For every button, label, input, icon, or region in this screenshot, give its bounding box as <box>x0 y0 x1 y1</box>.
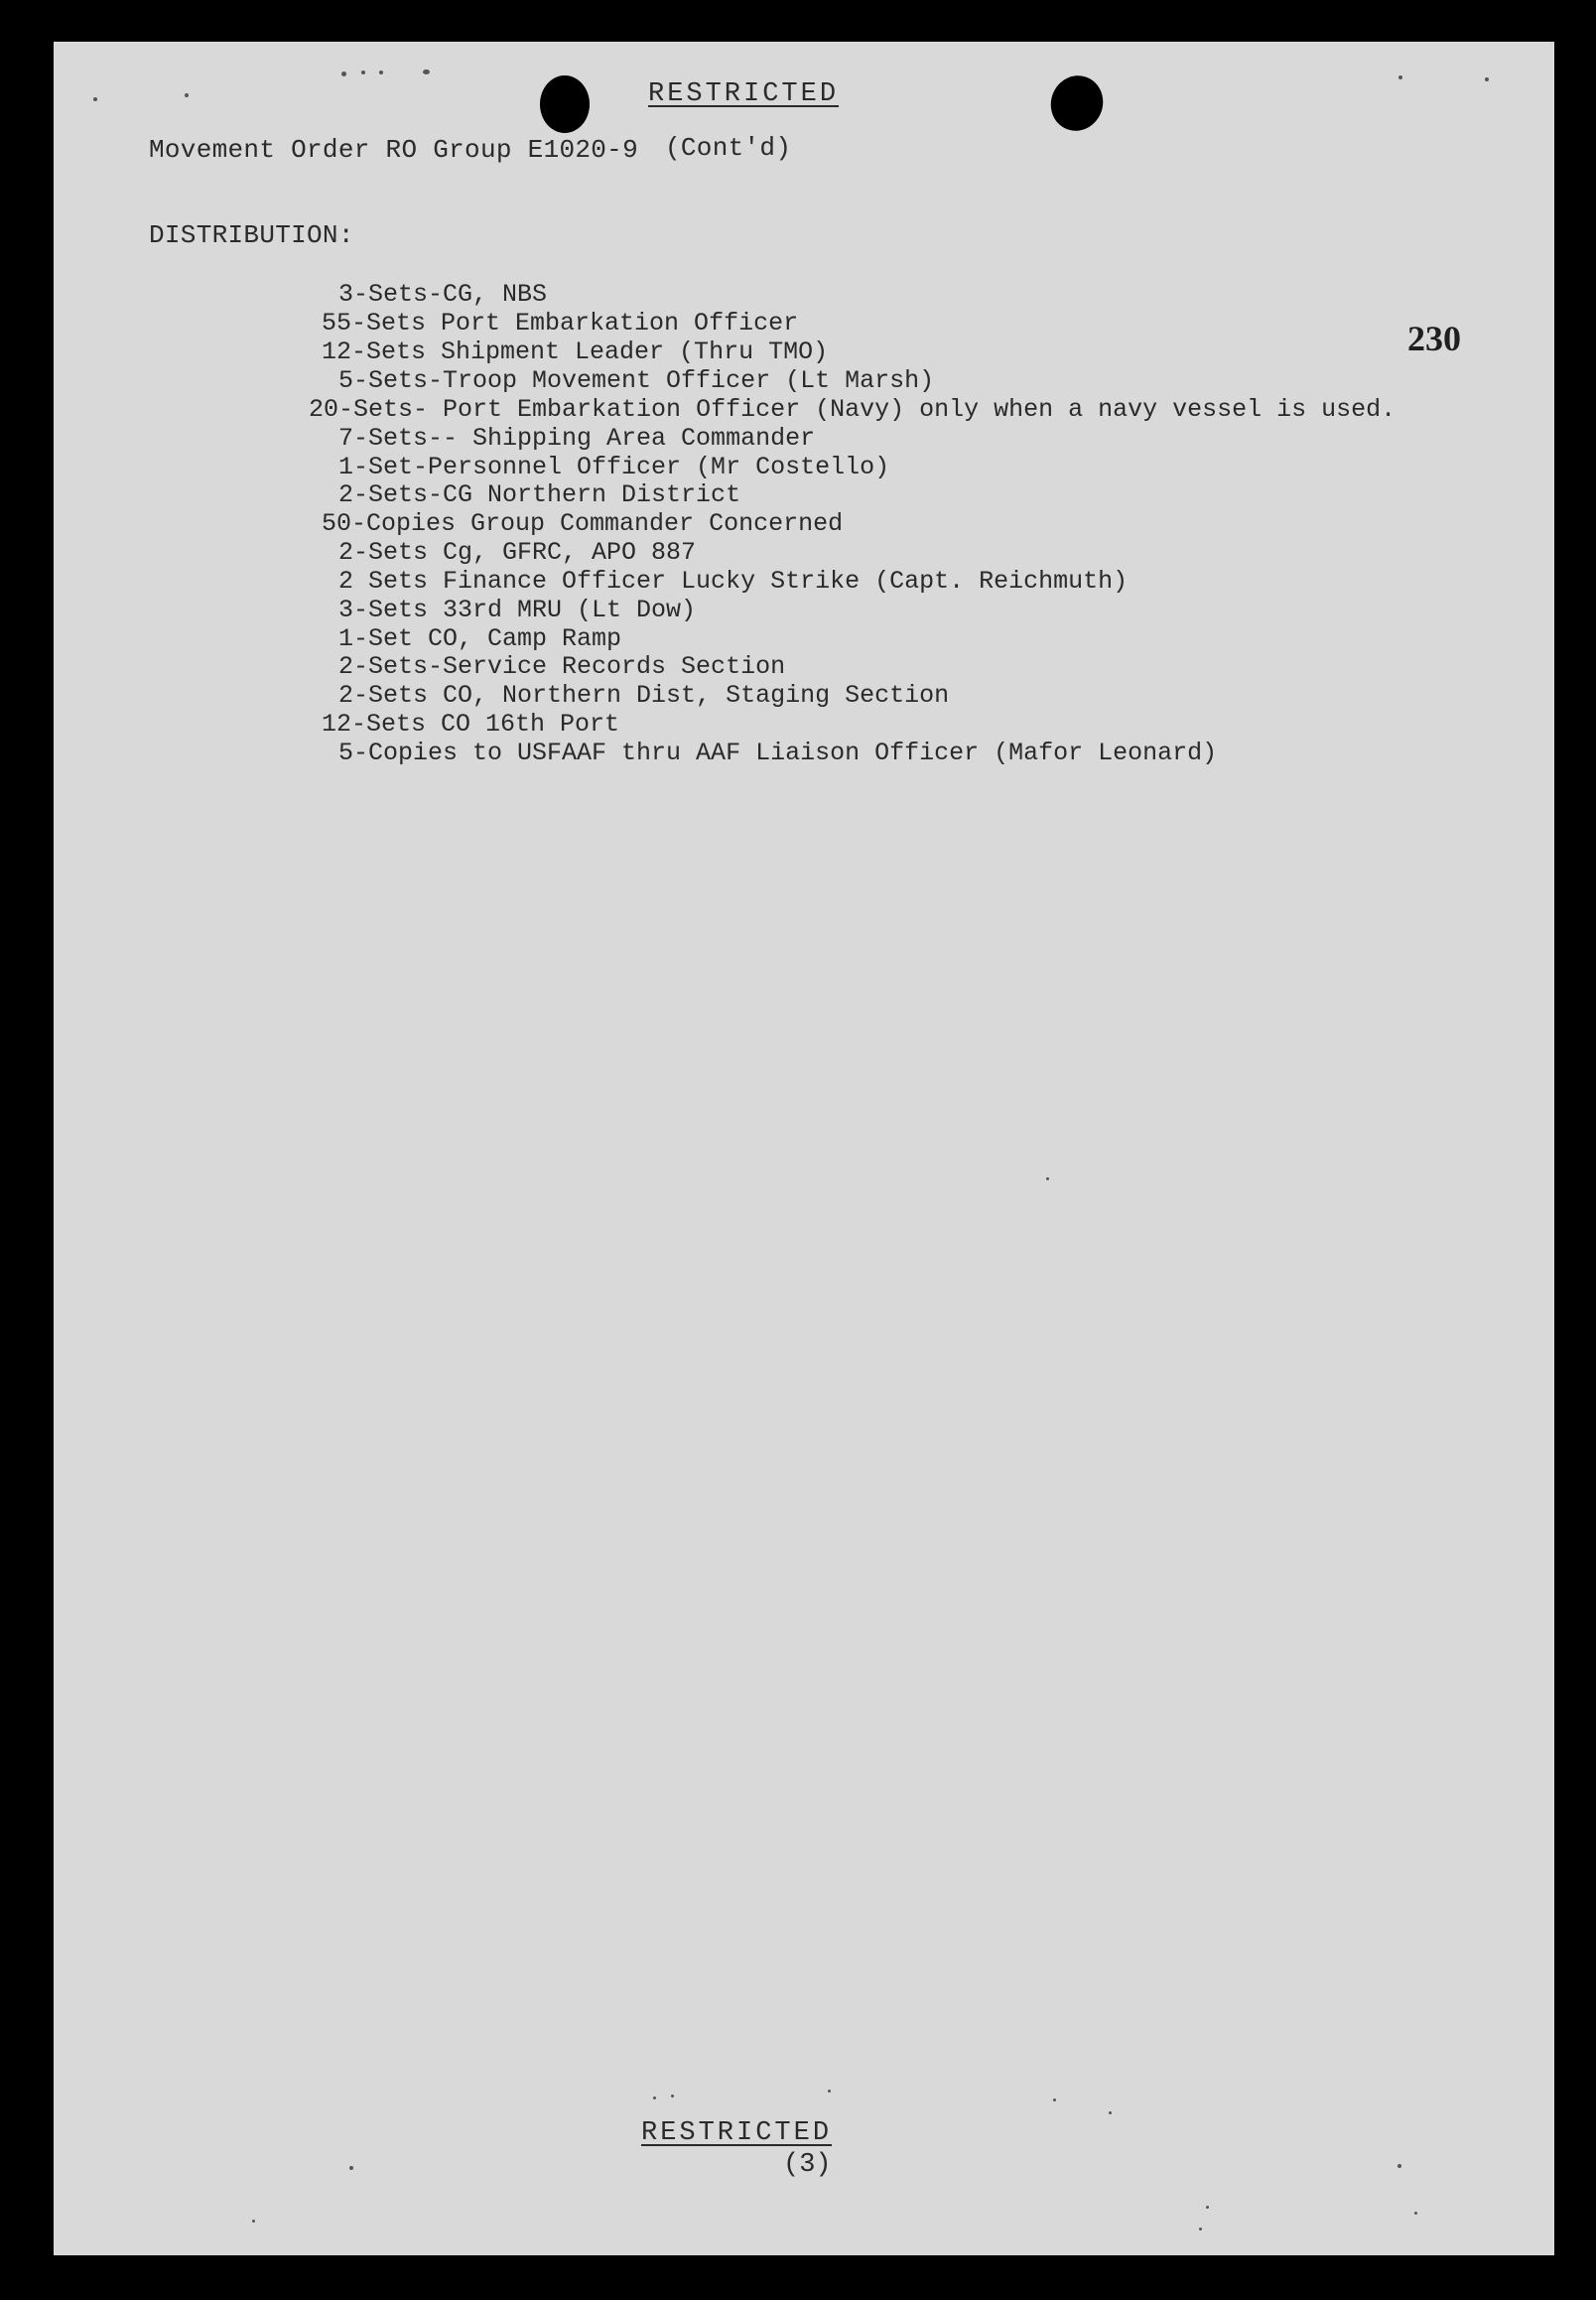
speck <box>1398 75 1402 79</box>
speck <box>1397 2164 1401 2168</box>
speck <box>93 97 97 101</box>
speck <box>1053 2098 1056 2101</box>
speck <box>252 2220 255 2223</box>
speck <box>653 2097 656 2099</box>
list-item: 2-Sets-Service Records Section <box>338 652 786 681</box>
header-classification: RESTRICTED <box>648 79 840 109</box>
footer-classification: RESTRICTED <box>641 2118 833 2148</box>
speck <box>341 71 346 76</box>
document-page <box>54 42 1554 2255</box>
list-item: 12-Sets CO 16th Port <box>322 710 620 739</box>
page-stamp-number: 230 <box>1407 319 1461 358</box>
list-item: 12-Sets Shipment Leader (Thru TMO) <box>322 338 829 366</box>
speck <box>349 2166 353 2170</box>
punch-hole-left <box>540 75 590 133</box>
list-item: 2-Sets CO, Northern Dist, Staging Section <box>338 681 950 710</box>
speck <box>1414 2212 1417 2215</box>
list-item: 1-Set-Personnel Officer (Mr Costello) <box>338 453 890 481</box>
list-item: 3-Sets 33rd MRU (Lt Dow) <box>338 596 697 624</box>
speck <box>671 2095 674 2097</box>
order-title: Movement Order RO Group E1020-9 <box>149 135 638 165</box>
list-item: 20-Sets- Port Embarkation Officer (Navy) only when a navy vessel is used. <box>309 395 1396 424</box>
list-item: 2-Sets-CG Northern District <box>338 480 741 509</box>
list-item: 7-Sets-- Shipping Area Commander <box>338 424 816 453</box>
speck <box>1199 2228 1202 2231</box>
list-item: 5-Sets-Troop Movement Officer (Lt Marsh) <box>338 366 935 395</box>
speck <box>828 2090 831 2093</box>
list-item: 50-Copies Group Commander Concerned <box>322 509 844 538</box>
list-item: 2-Sets Cg, GFRC, APO 887 <box>338 538 697 567</box>
speck <box>1109 2111 1112 2114</box>
continued-note: (Cont'd) <box>665 133 792 163</box>
list-item: 55-Sets Port Embarkation Officer <box>322 309 799 338</box>
speck <box>1206 2206 1209 2209</box>
speck <box>1046 1177 1049 1180</box>
list-item: 5-Copies to USFAAF thru AAF Liaison Officer (Mafor Leonard) <box>338 739 1218 767</box>
list-item: 1-Set CO, Camp Ramp <box>338 624 622 653</box>
speck <box>423 69 430 74</box>
speck <box>1485 77 1489 81</box>
list-item: 3-Sets-CG, NBS <box>338 280 548 309</box>
speck <box>185 93 189 97</box>
punch-hole-right <box>1043 68 1111 138</box>
speck <box>361 70 365 74</box>
footer-page-number: (3) <box>783 2150 832 2180</box>
speck <box>379 70 383 74</box>
distribution-heading: DISTRIBUTION: <box>149 220 354 250</box>
list-item: 2 Sets Finance Officer Lucky Strike (Capt. Reichmuth) <box>338 567 1129 596</box>
